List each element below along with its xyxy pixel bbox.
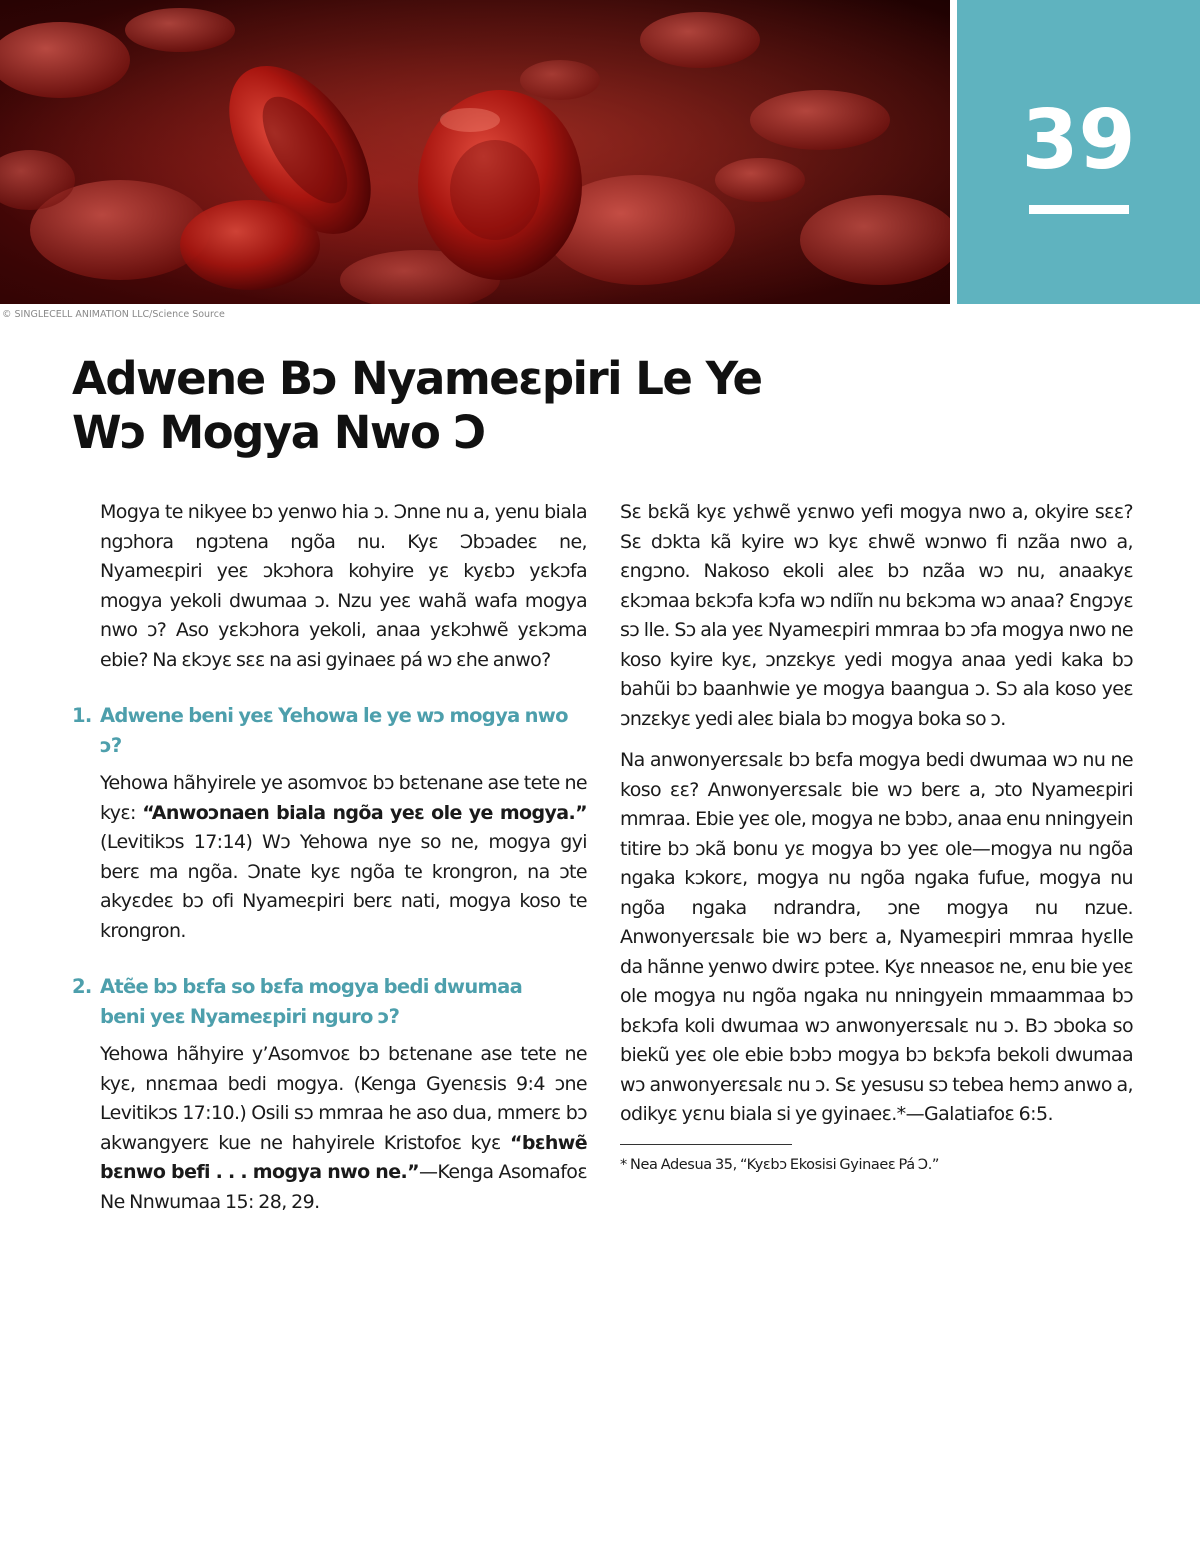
question-1-text: Adwene beni yeɛ Yehowa le ye wɔ mogya nwo ɔ? — [100, 704, 568, 757]
title-line-2: Wɔ Mogya Nwo Ɔ — [72, 406, 486, 459]
image-credit: © SINGLECELL ANIMATION LLC/Science Source — [2, 309, 225, 320]
lesson-badge — [957, 0, 1200, 304]
right-column — [620, 498, 1133, 1175]
answer-2-text-b: —Kenga Asomafoɛ Ne Nnwumaa 15: 28, 29. — [100, 1161, 587, 1213]
question-1-number: 1. — [72, 704, 92, 727]
answer-2-continuation: Sɛ bɛkã kyɛ yɛhwẽ yɛnwo yefi mogya nwo a, okyire sɛɛ? Sɛ dɔkta kã kyire wɔ kyɛ ɛhwẽ wɔnwo fi nzãa nwo a, ɛngɔno. Nakoso ekoli aleɛ bɔ nzãa wɔ nu, anaakyɛ ɛkɔmaa bɛkɔfa kɔfa wɔ ndiĩn nu bɛkɔma wɔ anaa? Ɛngɔyɛ sɔ lle. Sɔ ala yeɛ Nyameɛpiri mmraa bɔ ɔfa mogya nwo ne koso kyire kyɛ, ɔnzɛkyɛ yedi mogya anaa yedi kaka bɔ bahũi bɔ baanhwie ye mogya baangua ɔ. Sɔ ala koso yeɛ ɔnzɛkyɛ yedi aleɛ biala bɔ mogya boka so ɔ. — [620, 501, 1133, 730]
answer-1-text-b: (Levitikɔs 17:14) Wɔ Yehowa nye so ne, mogya gyi berɛ ma ngõa. Ɔnate kyɛ ngõa te krongron, na ɔte akyɛdeɛ bɔ ofi Nyameɛpiri berɛ nati, mogya koso te krongron. — [100, 831, 587, 942]
left-column — [72, 498, 587, 1229]
question-2-number: 2. — [72, 975, 92, 998]
question-2 — [72, 972, 587, 1032]
footnote-divider — [620, 1144, 792, 1145]
lesson-number: 39 — [1021, 93, 1136, 188]
answer-2-quote: “bɛhwẽ bɛnwo befi . . . mogya nwo ne.” — [100, 1131, 587, 1183]
lesson-number-underline — [1029, 205, 1129, 214]
red-blood-cells-illustration — [0, 0, 950, 304]
page-title — [72, 352, 932, 460]
question-1 — [72, 701, 587, 761]
hero-image — [0, 0, 950, 304]
title-line-1: Adwene Bɔ Nyameɛpiri Le Ye — [72, 352, 762, 405]
answer-1-paragraph — [100, 769, 587, 946]
footnote: * Nea Adesua 35, “Kyɛbɔ Ekosisi Gyinaeɛ Pá Ɔ.” — [620, 1156, 940, 1173]
intro-paragraph: Mogya te nikyee bɔ yenwo hia ɔ. Ɔnne nu a, yenu biala ngɔhora ngɔtena ngõa nu. Kyɛ Ɔbɔadeɛ ne, Nyameɛpiri yeɛ ɔkɔhora kohyire yɛ kyɛbɔ yɛkɔfa mogya yekoli dwumaa ɔ. Nzu yeɛ wahã wafa mogya nwo ɔ? Aso yɛkɔhora yekoli, anaa yɛkɔhwẽ yɛkɔma ebie? Na ɛkɔyɛ sɛɛ na asi gyinaeɛ pá wɔ ɛhe anwo? — [100, 501, 587, 671]
answer-1-text-a: Yehowa hãhyirele ye asomvoɛ bɔ bɛtenane ase tete ne kyɛ: — [100, 772, 587, 824]
question-2-text: Atẽe bɔ bɛfa so bɛfa mogya bedi dwumaa beni yeɛ Nyameɛpiri nguro ɔ? — [100, 975, 523, 1028]
answer-1-quote: “Anwoɔnaen biala ngõa yeɛ ole ye mogya.” — [142, 801, 588, 824]
answer-2-paragraph — [100, 1040, 587, 1217]
answer-2-text-a: Yehowa hãhyire y’Asomvoɛ bɔ bɛtenane ase tete ne kyɛ, nnɛmaa bedi mogya. (Kenga Gyenɛsis 9:4 ɔne Levitikɔs 17:10.) Osili sɔ mmraa he aso dua, mmerɛ bɔ akwangyerɛ kue ne hahyirele Kristofoɛ kyɛ — [100, 1043, 587, 1154]
answer-2-continuation-2: Na anwonyerɛsalɛ bɔ bɛfa mogya bedi dwumaa wɔ nu ne koso ɛɛ? Anwonyerɛsalɛ bie wɔ berɛ a, ɔto Nyameɛpiri mmraa. Ebie yeɛ ole, mogya ne bɔbɔ, anaa enu nningyein titire bɔ ɔkã bonu yɛ mogya bɔ yeɛ ole—mogya nu ngõa ngaka kɔkorɛ, mogya nu ngõa ngaka fufue, mogya nu ngõa ngaka ndrandra, ɔne mogya nu nzue. Anwonyerɛsalɛ bie wɔ berɛ a, Nyameɛpiri mmraa hyɛlle da hãnne yenwo dwirɛ pɔtee. Kyɛ nneasoɛ ne, enu bie yeɛ ole mogya nu ngõa ngaka nu nningyein mmaammaa bɔ bɛkɔfa koli dwumaa wɔ anwonyerɛsalɛ nu ɔ. Bɔ ɔboka so biekũ yeɛ ole ebie bɔbɔ mogya bɔ bɛkɔfa bekoli dwumaa wɔ anwonyerɛsalɛ nu ɔ. Sɛ yesusu sɔ tebea hemɔ anwo a, odikyɛ yɛnu biala si ye gyinaeɛ.*—Galatiafoɛ 6:5. — [620, 749, 1133, 1125]
